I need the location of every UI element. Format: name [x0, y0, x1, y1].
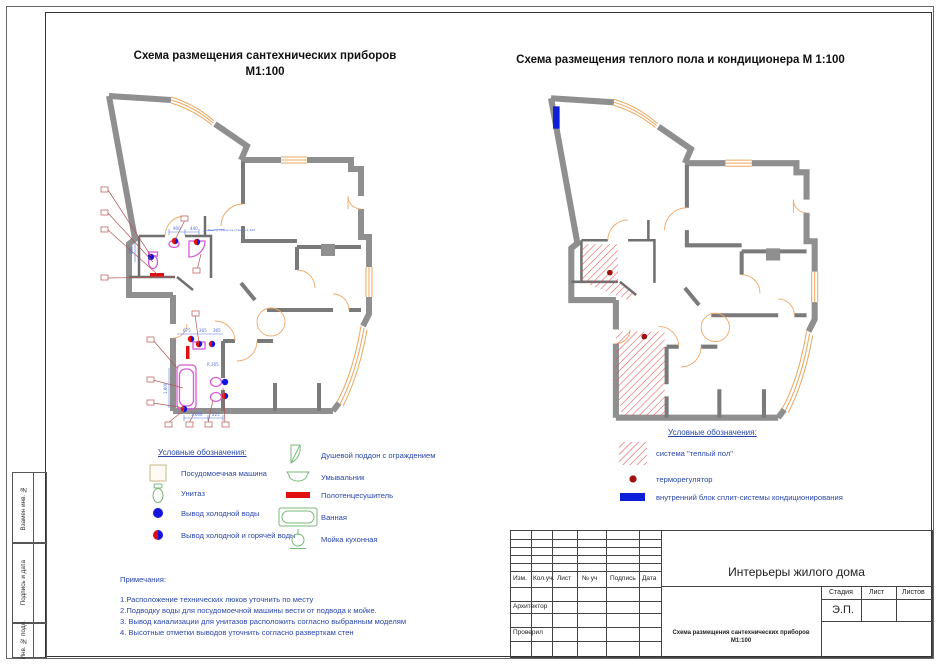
notes-heading: Примечания: — [120, 575, 166, 584]
stamp-header-izm: Изм. — [513, 575, 527, 582]
shower-tray-icon — [275, 443, 321, 467]
drawing-title-line2: М1:100 — [730, 638, 752, 645]
side-strip-label: Взамен инв. № — [19, 485, 27, 531]
svg-text:450: 450 — [129, 246, 134, 254]
legend-item — [135, 524, 295, 546]
side-strip-label-cell — [13, 473, 34, 543]
heating-legend — [610, 428, 920, 513]
legend-label: Умывальник — [321, 472, 365, 482]
legend-label: система "теплый пол" — [656, 448, 733, 458]
svg-text:900: 900 — [173, 226, 181, 231]
bathtub-icon — [275, 507, 321, 527]
svg-text:R 205: R 205 — [207, 362, 219, 367]
heating-ac-floor-plan — [533, 80, 855, 440]
ac-indoor-unit-icon — [610, 492, 656, 502]
notes-block — [120, 574, 480, 638]
legend-label: Душевой поддон с ограждением — [321, 450, 436, 460]
legend-label: Вывод холодной воды — [181, 508, 260, 518]
svg-text:225: 225 — [212, 412, 220, 417]
legend-item — [275, 504, 347, 530]
legend-label: Посудомоечная машина — [181, 468, 267, 478]
side-strip-label: Инв. № подл. — [19, 620, 27, 660]
legend-item — [275, 528, 378, 550]
svg-text:1.800: 1.800 — [163, 382, 168, 394]
side-strip-label-cell — [13, 543, 34, 623]
wall-note: Вывод крана на стене +1,200 — [208, 228, 256, 232]
floor-heating-hatch-icon — [610, 441, 656, 466]
side-strip-label-cell — [13, 620, 34, 660]
legend-item — [135, 462, 267, 484]
towel-rail — [186, 346, 190, 359]
stamp-header-kol: Кол.уч. — [533, 575, 555, 582]
stamp-header-podpis: Подпись — [610, 575, 636, 582]
legend-item — [135, 502, 260, 524]
drawing-title-line1: Схема размещения сантехнических приборов — [672, 630, 810, 636]
legend-heading: Условные обозначения: — [668, 428, 757, 437]
left-plan-title-line1: Схема размещения сантехнических приборов — [133, 50, 397, 62]
svg-text:265: 265 — [199, 328, 207, 333]
towel-rail-icon — [275, 491, 321, 499]
legend-item — [610, 486, 843, 508]
legend-heading: Условные обозначения: — [158, 448, 247, 457]
plumbing-legend — [115, 448, 450, 563]
legend-item — [275, 442, 435, 468]
drawing-title — [663, 629, 819, 646]
legend-item — [135, 482, 205, 504]
cold-hot-water-outlet-icon — [135, 528, 181, 542]
svg-text:675: 675 — [183, 328, 191, 333]
svg-text:365: 365 — [213, 328, 221, 333]
dishwasher-icon — [135, 463, 181, 483]
legend-label: Вывод холодной и горячей воды — [181, 530, 296, 540]
legend-item — [275, 484, 393, 506]
towel-rail — [150, 273, 164, 277]
right-plan-title: Схема размещения теплого пола и кондиционера М 1:100 — [516, 54, 845, 66]
svg-text:1.660: 1.660 — [191, 412, 203, 417]
stage-label: Стадия — [829, 589, 853, 596]
washbasin-icon — [275, 470, 321, 484]
title-block — [510, 530, 933, 658]
note-item: 1.Расположение технических люков уточнить по месту — [120, 595, 314, 604]
kitchen-sink-icon — [275, 528, 321, 550]
stage-value: Э.П. — [832, 604, 854, 616]
project-title: Интерьеры жилого дома — [728, 565, 865, 579]
floor-heating-areas — [581, 244, 664, 415]
thermostat-dot — [641, 334, 647, 340]
cold-water-outlet-icon — [135, 506, 181, 520]
legend-label: Полотенцесушитель — [321, 490, 394, 500]
note-item: 3. Вывод канализации для унитазов расположить согласно выбранным моделям — [120, 617, 407, 626]
left-plan-title-line2: М1:100 — [245, 65, 285, 78]
stamp-header-data: Дата — [642, 575, 657, 582]
thermostat-dot — [607, 270, 613, 276]
legend-label: Мойка кухонная — [321, 534, 378, 544]
ac-indoor-unit — [553, 106, 560, 128]
side-strip-cell — [12, 622, 47, 658]
side-strip-cell — [12, 472, 47, 544]
plumbing-floor-plan — [95, 78, 405, 433]
legend-item — [610, 440, 733, 466]
legend-label: терморегулятор — [656, 474, 713, 484]
note-item: 2.Подводку воды для посудомоечной машины вести от подвода к мойке. — [120, 606, 377, 615]
side-strip-cell — [12, 542, 47, 624]
stamp-header-nuch: № уч — [582, 575, 598, 582]
note-item: 4. Высотные отметки выводов уточнить согласно разверткам стен — [120, 628, 354, 637]
toilet-icon — [135, 483, 181, 504]
svg-text:440: 440 — [190, 226, 198, 231]
legend-label: внутренний блок сплит-системы кондиционирования — [656, 492, 843, 502]
legend-label: Ванная — [321, 512, 348, 522]
legend-label: Унитаз — [181, 488, 205, 498]
sheets-label: Листов — [902, 589, 925, 596]
architect-label: Архитектор — [513, 603, 548, 610]
side-strip-label: Подпись и дата — [19, 560, 27, 606]
thermostat-icon — [610, 473, 656, 485]
left-plan-title — [100, 49, 430, 80]
stamp-header-list: Лист — [557, 575, 572, 582]
sheet-label: Лист — [869, 589, 885, 596]
checked-label: Проверил — [513, 629, 543, 636]
